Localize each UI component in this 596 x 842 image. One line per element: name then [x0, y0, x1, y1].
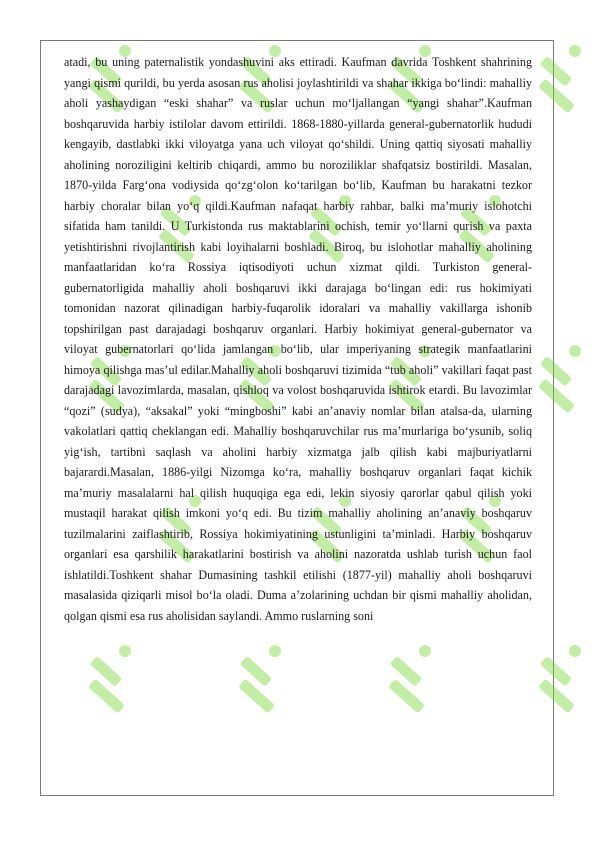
- body-paragraph: atadi, bu uning paternalistik yondashuvini aks ettiradi. Kaufman davrida Toshkent shahrining yangi qismi qurildi, bu yerda asosan rus aholisi joylashtirildi va shahar ikkiga bo‘lindi: mahalliy aholi yashaydigan “eski shahar” va ruslar uchun mo‘ljallangan “yangi shahar”.Kaufman boshqaruvida harbiy istilolar davom ettirildi. 1868-1880-yillarda general-gubernatorlik hududi kengayib, dastlabki ikki viloyatga yana uch viloyat qo‘shildi. Uning qattiq siyosati mahalliy aholining noroziligini keltirib chiqardi, ammo bu noroziliklar shafqatsiz bostirildi. Masalan, 1870-yilda Farg‘ona vodiysida qo‘zg‘olon ko‘tarilgan bo‘lib, Kaufman bu harakatni tezkor harbiy choralar bilan yo‘q qildi.Kaufman nafaqat harbiy rahbar, balki ma’muriy islohotchi sifatida ham tanildi. U Turkistonda rus maktablarini ochish, temir yo‘llarni qurish va paxta yetishtirishni rivojlantirish kabi loyihalarni boshladi. Biroq, bu islohotlar mahalliy aholining manfaatlaridan ko‘ra Rossiya iqtisodiyoti uchun xizmat qildi. Turkiston general-gubernatorligida mahalliy aholi boshqaruvi ikki darajaga bo‘lingan edi: rus hokimiyati tomonidan nazorat qilinadigan harbiy-fuqarolik idoralari va mahalliy vakillarga ishonib topshirilgan past darajadagi boshqaruv organlari. Harbiy hokimiyat general-gubernator va viloyat gubernatorlari qo‘lida jamlangan bo‘lib, ular imperiyaning strategik manfaatlarini himoya qilishga mas’ul edilar.Mahalliy aholi boshqaruvi tizimida “tub aholi” vakillari faqat past darajadagi lavozimlarda, masalan, qishloq va volost boshqaruvida ishtirok etardi. Bu lavozimlar “qozi” (sudya), “aksakal” yoki “mingboshi” kabi an’anaviy nomlar bilan atalsa-da, ularning vakolatlari qattiq cheklangan edi. Mahalliy boshqaruvchilar rus ma’murlariga bo‘ysunib, soliq yig‘ish, tartibni saqlash va aholini harbiy xizmatga jalb qilish kabi majburiyatlarni bajarardi.Masalan, 1886-yilgi Nizomga ko‘ra, mahalliy boshqaruv organlari faqat kichik ma’muriy masalalarni hal qilish huquqiga ega edi, lekin siyosiy qarorlar qabul qilish yoki mustaqil harakat qilish imkoni yo‘q edi. Bu tizim mahalliy aholining an’anaviy boshqaruv tuzilmalarini zaiflashtirib, Rossiya hokimiyatining ustunligini ta’minladi. Harbiy boshqaruv organlari esa qarshilik harakatlarini bostirish va aholini nazoratda ushlab turish uchun faol ishlatildi.Toshkent shahar Dumasining tashkil etilishi (1877-yil) mahalliy aholi boshqaruvi masalasida qiziqarli misol bo‘la oladi. Duma a’zolarining uchdan bir qismi mahalliy aholidan, qolgan qismi esa rus aholisidan saylandi. Ammo ruslarning soni: [64, 55, 532, 623]
